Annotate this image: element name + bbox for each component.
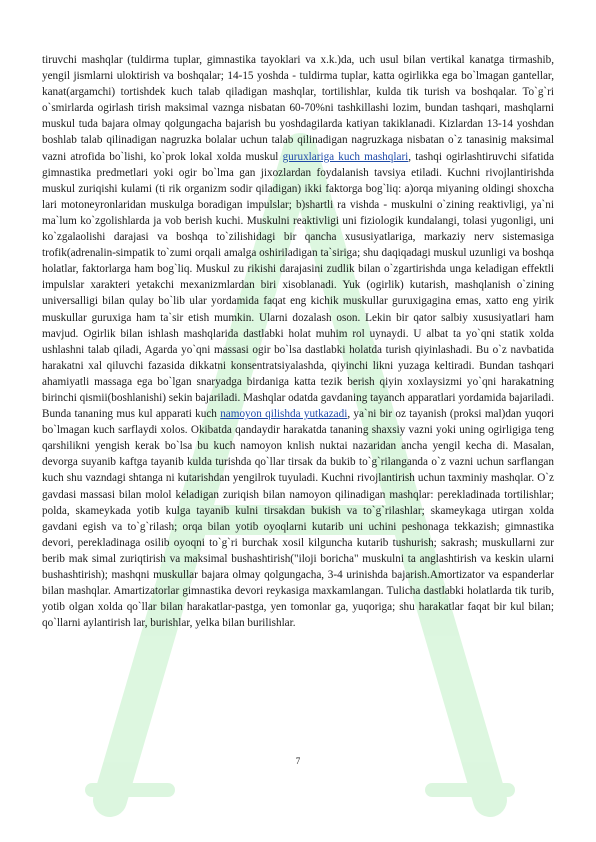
- document-page: [42, 52, 554, 631]
- text-run: , tashqi ogirlashtiruvchi sifatida gimnastika predmetlari yoki ogir bo`lma gan jixozlardan foydalanish tavsiya etiladi. Kuchni rivojlantirishda muskul zuriqishi kulami (ti rik organizm sodir qiladigan) ikki faktorga bog`liq: a)orqa miyaning oldingi shoxcha lari motoneyronlaridan muskulga boradigan impulslar; b)shartli ra vishda - muskulni o`zining reaktivligi, ya`ni ma`lum ko`zgolishlarda ja vob berish kuchi. Muskulni reaktivligi uni fiziologik kundalangi, tolasi yugonligi, uni ko`zgalaolishi darajasi va boshqa to`zilishidagi bir qancha xususiyatlariga, markaziy nerv sistemasiga trofik(adrenalin-simpatik to`zumi orqali amalga oshiriladigan ta`siriga; shu daqiqadagi muskul uzunligi va boshqa holatlar, faktorlarga ham bog`liq. Muskul zu rikishi darajasini zudlik bilan o`zgartirishda unga keladigan effektli impulslar xarakteri yetakchi mexanizmlardan biri xisoblanadi. Yuk (ogirlik) kutarish, mashqlanish o`zining universalligi bilan qulay bo`lib ular yordamida faqat eng kichik muskullar guruxigagina emas, xatto eng yirik muskullar guruxiga ham ta`sir etish mumkin. Ularni dozalash oson. Lekin bir qator salbiy xususiyatlari ham mavjud. Ogirlik bilan ishlash mashqlarida dastlabki holat muhim rol uynaydi. U albat ta yo`qni statik xolda ushlashni talab qiladi, Agarda yo`qni massasi ogir bo`lsa dastlabki holatda turish qiyinlashadi. Bu o`z navbatida harakatni xal qiluvchi fazasida dikkatni konsentratsiyalashda, qiyinchi likni yuzaga keltiradi. Bundan tashqari ahamiyatli massaga ega bo`lgan snaryadga birdaniga katta tezik berish qiyin xoxlaysizmi yo`qni harakatning birinchi qismii(boshlanishi) sekin bajariladi. Mashqlar odatda gavdaning tayanch apparatlari yordamida bajariladi. Bunda tananing mus kul apparati kuch: [42, 150, 554, 421]
- inline-link[interactable]: guruxlariga kuch mashqlari: [282, 150, 409, 163]
- text-run: tiruvchi mashqlar (tuldirma tuplar, gimnastika tayoklari va x.k.)da, uch usul bilan vertikal kanatga tirmashib, yengil jismlarni uloktirish va boshqalar; 14-15 yoshda - tuldirma tuplar, katta ogirlikka ega bo`lmagan gantellar, kanat(argamchi) tortishdek kuch talab qiladigan mashqlar, tortilishlar, kulda tik turish va boshqalar. To`g`ri o`smirlarda ogirlash tirish maksimal vaznga nisbatan 60-70%ni tashkillashi lozim, bundan tashqari, mashqlarni muskul tuda bajara olmay qolgungacha bajarish bu yoshdagilarda katiyan takiklanadi. Kizlardan 13-14 yoshdan boshlab talab qilinadigan nagruzka bolalar uchun talab qilinadigan nagruzkaga nisbatan o`z tanasinig maksimal vazni atrofida bo`lishi, ko`prok lokal xolda muskul: [42, 54, 554, 163]
- text-run: , ya`ni bir oz tayanish (proksi mal)dan yuqori bo`lmagan kuch sarflaydi xolos. Okibatda qandaydir harakatda tananing shaxsiy vazni yoki uning ogirligiga teng qarshilikni yengish kerak bo`lsa bu kuch namoyon knlish nuktai nazaridan ancha yengil kecha di. Masalan, devorga suyanib kaftga tayanib kulda turishda qo`llar tirsak da bukib to`g`rilanganda o`z vazni uchun sarflangan kuch shu vazndagi shtanga ni kutarishdan yengilrok tuyuladi. Kuchni rivojlantirish uchun taxminiy mashqlar. O`z gavdasi massasi bilan molol keladigan zuriqish bilan namoyon qilinadigan mashqlar: perekladinada tortilishlar; polda, skameykada yotib kulga tayanib kulni tirsakdan bukish va to`g`rilashlar; skameykaga utirgan xolda gavdani egish va to`g`rilash; orqa bilan yotib oyoqlarni kutarib uni uchini peshonaga tekkazish; gimnastika devori, perekladinaga osilib oyoqni to`g`ri burchak xosil kilguncha kutarib tushurish; sakrash; muskullarni zur berib mak simal zuriqtirish va maksimal bushashtirish("iloji boricha" muskulni ta anglashtirish va keskin ularni bushashtirish); mashqni muskullar bajara olmay qolgungacha, 3-4 urinishda bajarish.Amortizator va espanderlar bilan mashqlar. Amartizatorlar gimnastika devori reykasiga maxkamlangan. Tulicha dastlabki holatlarda tik turib, yotib olgan xolda qo`llar bilan harakatlar-pastga, yen tomonlar ga, yuqoriga; shu harakatlar faqat bir kul bilan; qo`llarni aylantirish lar, burishlar, yelka bilan burilishlar.: [42, 408, 554, 630]
- page-number: 7: [295, 756, 301, 766]
- body-paragraph: [42, 52, 554, 631]
- inline-link[interactable]: namoyon qilishda yutkazadi: [220, 408, 348, 421]
